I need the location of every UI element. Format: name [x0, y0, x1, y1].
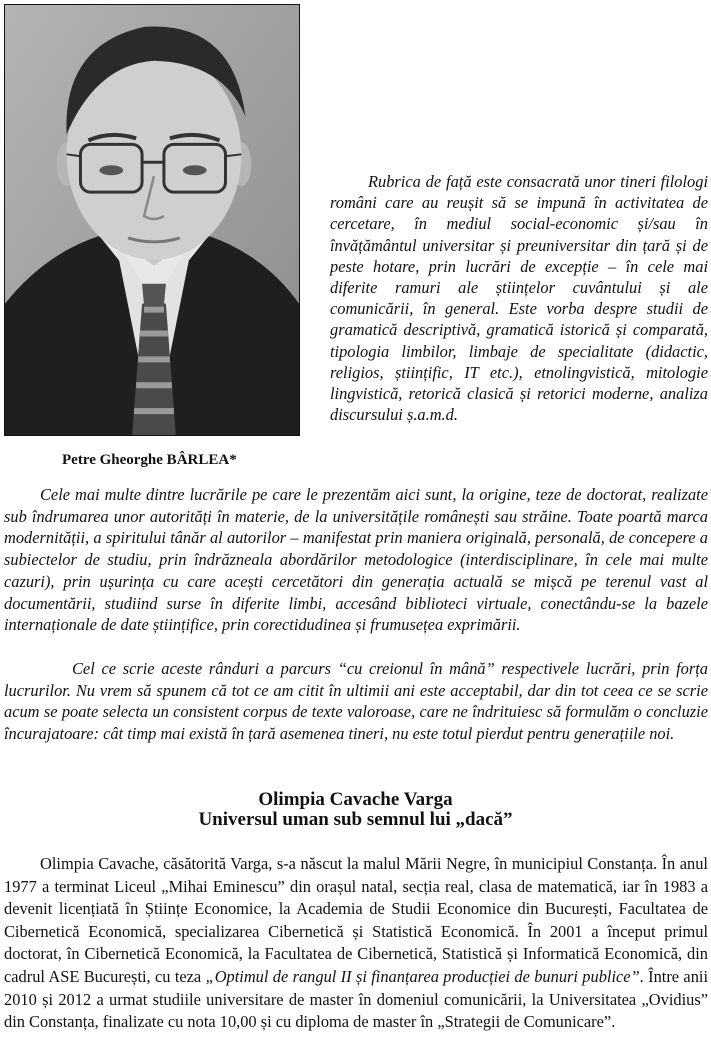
portrait-image — [5, 5, 299, 435]
bio-text-end: . Între anii 2010 și 2012 a urmat studiile universitare de master în domeniul comunicării, la Universitatea „Ovidius” din Constanța, finalizate cu nota 10,00 și cu diploma de master în „Strategii de Comunicare”. — [4, 966, 709, 1032]
intro-paragraph — [330, 171, 708, 425]
bio-text-start: Olimpia Cavache, căsătorită Varga, s-a născut la malul Mării Negre, în municipiul Constanța. În anul 1977 a terminat Liceul „Mihai Eminescu” din orașul natal, secția real, clasa de matematică, iar în 1983 a devenit licențiată în Științe Economice, la Academia de Studii Economice din București, Facultatea de Cibernetică Economică, specializarea Cibernetică și Statistică Economică. În 2001 a început primul doctorat, în Cibernetică Economică, la Facultatea de Cibernetică, Statistică și Informatică Economică, din cadrul ASE București, cu teza — [4, 854, 708, 986]
portrait-caption: Petre Gheorghe BÂRLEA* — [62, 452, 237, 468]
author-portrait-photo — [4, 4, 300, 436]
body-paragraph-2: Cele mai multe dintre lucrările pe care le prezentăm aici sunt, la origine, teze de doctorat, realizate sub îndrumarea unor autorități în materie, de la universitățile românești sau străine. Toate poartă marca modernității, a spiritului tânăr al autorilor – manifestat prin maniera originală, personală, de concepere a subiectelor de studiu, prin îndrăzneala abordărilor metodologice (interdisciplinare, în cele mai multe cazuri), prin ușurința cu care acești cercetători din generația actuală se mișcă pe terenul vast al documentării, studiind surse în diferite limbi, accesând biblioteci virtuale, conectându-se la bazele internaționale de date științifice, prin corectidudinea și frumusețea exprimării. — [4, 485, 708, 635]
biography-paragraph — [4, 853, 708, 1034]
body-paragraph-3: Cel ce scrie aceste rânduri a parcurs “cu creionul în mână” respectivele lucrări, prin forța lucrurilor. Nu vrem să spunem că tot ce am citit în ultimii ani este acceptabil, dar din tot ceea ce se scrie acum se poate selecta un consistent corpus de texte valoroase, care ne îndrituiesc să formulăm o concluzie încurajatoare: cât timp mai există în țară asemenea tineri, nu este totul pierdut pentru generațiile noi. — [4, 659, 708, 744]
article-author-heading: Olimpia Cavache Varga — [258, 789, 453, 810]
article-title-heading: Universul uman sub semnul lui „dacă” — [198, 809, 513, 830]
thesis-title: „Optimul de rangul II și finanțarea producției de bunuri publice” — [205, 966, 640, 986]
intro-text: Rubrica de față este consacrată unor tineri filologi români care au reușit să se impună în activitatea de cercetare, în mediul social-economic și/sau în învățământul universitar și preuniversitar din țară și de peste hotare, prin lucrări de excepție – în cele mai diferite ramuri ale științelor cuvântului și ale comunicării, în general. Este vorba despre studii de gramatică descriptivă, gramatică istorică și comparată, tipologia limbilor, limbaje de specialitate (didactic, religios, științific, IT etc.), etnolingvistică, mitologie lingvistică, retorică clasică și retorici moderne, analiza discursului ș.a.m.d. — [330, 172, 708, 425]
